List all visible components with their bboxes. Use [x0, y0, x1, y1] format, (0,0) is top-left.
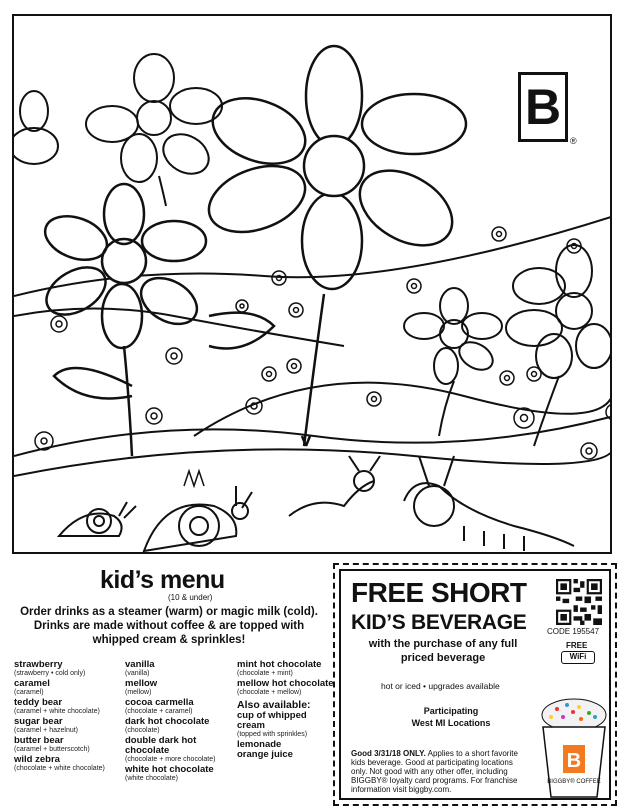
- menu-item-desc: (caramel + white chocolate): [14, 708, 100, 715]
- biggby-logo: B: [518, 72, 568, 142]
- coupon-purchase-terms: with the purchase of any full priced beverage: [368, 638, 518, 664]
- menu-items: [14, 660, 334, 790]
- registered-mark: ®: [570, 136, 577, 146]
- coloring-page-illustration: [12, 14, 612, 554]
- fine-print-text: Applies to a short favorite kids beverage. Good at participating locations only. Not good with any other offer, including BIGGBY® loyalty card programs. For franchise information visit biggby.com.: [351, 749, 518, 794]
- menu-item-name: mellow: [125, 678, 158, 689]
- menu-item-name: dark hot chocolate: [125, 716, 210, 727]
- menu-item-desc: (topped with sprinkles): [237, 731, 308, 738]
- right-flower: [404, 245, 612, 446]
- menu-item-desc: (chocolate + mint): [237, 670, 293, 677]
- menu-item-name: white hot chocolate: [125, 764, 214, 775]
- menu-column-3: [237, 660, 337, 760]
- menu-item-desc: (mellow): [125, 689, 152, 696]
- menu-item-name: mint hot chocolate: [237, 659, 322, 670]
- participating-label: Participating: [423, 706, 479, 716]
- menu-item-name: butter bear: [14, 735, 64, 746]
- participating-locations: [381, 705, 521, 729]
- menu-item-name: sugar bear: [14, 716, 63, 727]
- menu-item-name: mellow hot chocolate: [237, 678, 334, 689]
- menu-item-name: teddy bear: [14, 697, 63, 708]
- menu-item-desc: (chocolate + caramel): [125, 708, 193, 715]
- qr-code-icon: [556, 579, 602, 625]
- wifi-icon: WiFi: [561, 651, 595, 664]
- menu-item-desc: (vanilla): [125, 670, 150, 677]
- menu-item-desc: (strawberry • cold only): [14, 670, 86, 677]
- also-available-label: Also available:: [237, 699, 311, 711]
- menu-item-name: vanilla: [125, 659, 155, 670]
- good-date: Good 3/31/18 ONLY.: [351, 749, 426, 758]
- cup-brand-text: BIGGBY® COFFEE: [547, 779, 601, 785]
- snails-and-caterpillars: [59, 456, 574, 551]
- big-flower: [200, 46, 466, 446]
- menu-item-desc: (chocolate + more chocolate): [125, 756, 216, 763]
- menu-item-desc: (chocolate + mellow): [237, 689, 302, 696]
- coupon-code: CODE 195547: [547, 627, 600, 636]
- menu-intro: Order drinks as a steamer (warm) or magic milk (cold). Drinks are made without coffee & are topped with whipped cream & sprinkles!: [20, 606, 318, 646]
- wifi-free-label: FREE: [566, 641, 588, 650]
- menu-column-2: [125, 660, 237, 784]
- cup-logo-letter: B: [566, 750, 582, 772]
- menu-item-name: orange juice: [237, 749, 293, 760]
- menu-item-desc: (white chocolate): [125, 775, 178, 782]
- menu-item-name: double dark hot chocolate: [125, 735, 197, 756]
- menu-item-desc: (chocolate): [125, 727, 160, 734]
- menu-column-1: [14, 660, 124, 774]
- coupon-fine-print: [351, 749, 531, 794]
- menu-item-name: cocoa carmella: [125, 697, 194, 708]
- menu-title: kid’s menu: [100, 566, 225, 594]
- menu-item-name: lemonade: [237, 739, 282, 750]
- menu-item-name: caramel: [14, 678, 50, 689]
- menu-item-name: wild zebra: [14, 754, 60, 765]
- top-flower: [14, 54, 222, 206]
- menu-subtitle: (10 & under): [168, 593, 213, 602]
- menu-item-desc: (caramel + butterscotch): [14, 746, 90, 753]
- coffee-cup-icon: [537, 695, 611, 800]
- coupon-headline: FREE SHORT: [351, 577, 527, 608]
- menu-item-desc: (chocolate + white chocolate): [14, 765, 105, 772]
- menu-item-name: strawberry: [14, 659, 63, 670]
- locations-label: West MI Locations: [411, 718, 491, 728]
- hot-or-iced-note: hot or iced • upgrades available: [381, 681, 500, 691]
- menu-item-desc: (caramel + hazelnut): [14, 727, 79, 734]
- menu-item-name: cup of whipped cream: [237, 710, 307, 731]
- coupon: [333, 563, 617, 806]
- coupon-subhead: KID’S BEVERAGE: [351, 611, 527, 634]
- menu-item-desc: (caramel): [14, 689, 44, 696]
